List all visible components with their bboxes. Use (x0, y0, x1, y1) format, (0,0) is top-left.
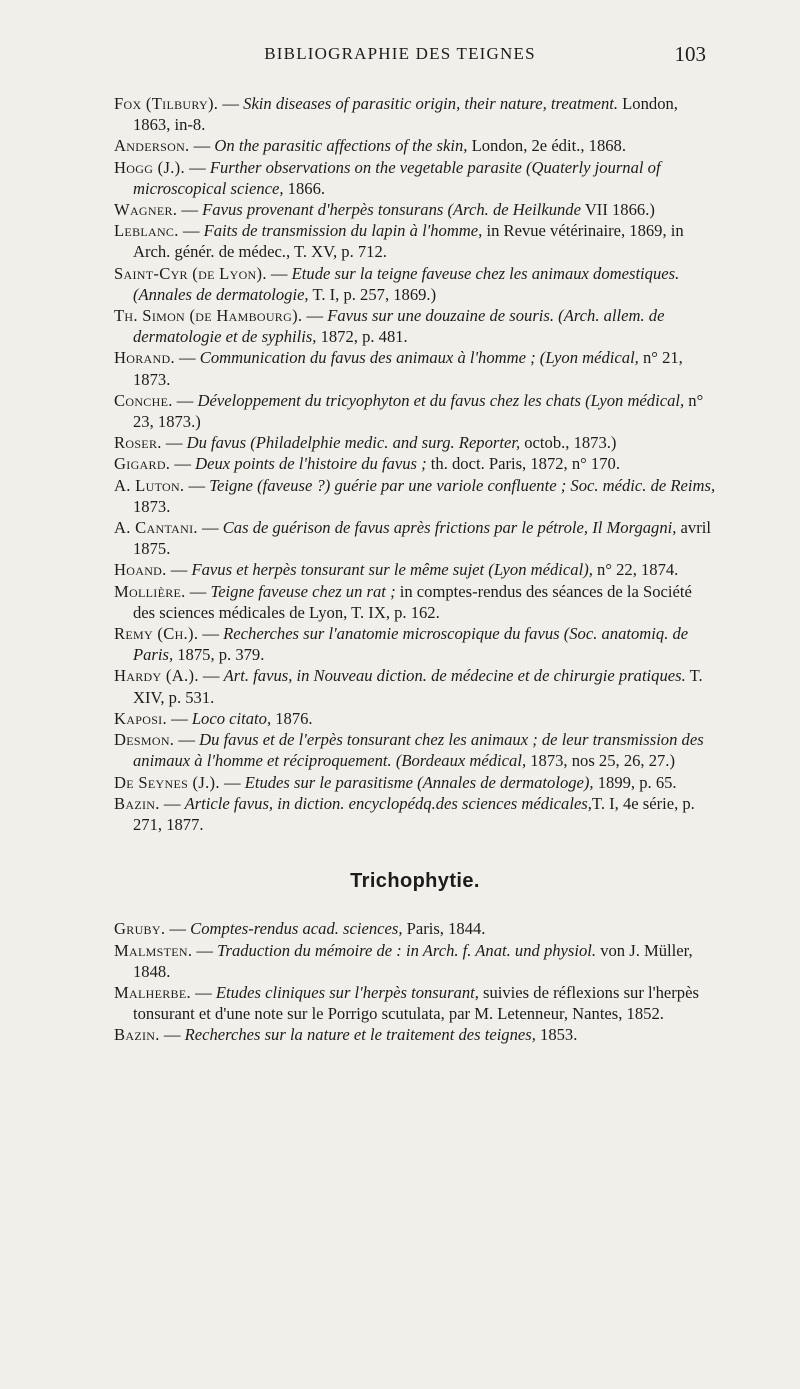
entry-author: Roser. (114, 433, 162, 453)
entry-author: Conche. (114, 390, 173, 410)
entry-separator: — (159, 1025, 185, 1045)
entry-details: London, 2e édit., 1868. (467, 136, 626, 156)
entry-author: Mollière. (114, 581, 186, 601)
entry-separator: — (166, 560, 192, 580)
bibliography-entry (114, 708, 716, 729)
entry-details: London, 1863, in-8. (133, 94, 678, 135)
entry-author: Anderson. (114, 136, 190, 156)
bibliography-entry (114, 559, 716, 580)
entry-details: 1876. (271, 708, 313, 728)
entry-title: Teigne faveuse chez un rat ; (210, 581, 396, 601)
bibliography-entry (114, 1024, 716, 1045)
entry-author: De Seynes (J.). (114, 772, 220, 792)
entry-title: Favus provenant d'herpès tonsurans (Arch. de Heilkunde (202, 200, 581, 220)
entry-author: Hogg (J.). (114, 157, 185, 177)
page-number: 103 (674, 42, 706, 66)
bibliography-entry (114, 940, 716, 982)
bibliography-list-trichophytie (114, 918, 716, 1045)
entry-separator: — (184, 475, 210, 495)
entry-details: 1899, p. 65. (593, 772, 677, 792)
entry-title: On the parasitic affections of the skin, (214, 136, 468, 156)
entry-details: T. I, p. 257, 1869.) (308, 284, 437, 304)
entry-title: Etude sur la teigne faveuse chez les animaux domestiques. (Annales de dermatologie, (133, 263, 680, 304)
entry-details: T. I, 4e série, p. 271, 1877. (133, 793, 695, 834)
entry-author: Th. Simon (de Hambourg). (114, 306, 303, 326)
entry-separator: — (165, 919, 191, 939)
entry-author: Malmsten. (114, 940, 193, 960)
bibliography-entry (114, 199, 716, 220)
bibliography-entry (114, 432, 716, 453)
bibliography-entry (114, 453, 716, 474)
bibliography-body (114, 93, 716, 1046)
entry-details: von J. Müller, 1848. (133, 940, 693, 981)
entry-author: Gruby. (114, 919, 166, 939)
bibliography-entry (114, 623, 716, 665)
entry-details: 1853. (535, 1025, 578, 1045)
entry-details: 1873. (133, 496, 171, 516)
entry-details: n° 21, 1873. (133, 348, 683, 389)
entry-separator: — (178, 221, 204, 241)
entry-details: 1866. (283, 178, 326, 198)
entry-separator: — (161, 433, 187, 453)
entry-title: Du favus (Philadelphie medic. and surg. Reporter, (186, 433, 521, 453)
entry-details: n° 23, 1873.) (133, 390, 704, 432)
entry-details: 1875, p. 379. (173, 645, 265, 665)
entry-separator: — (302, 306, 328, 326)
running-head (0, 44, 800, 74)
entry-author: Horand. (114, 348, 175, 368)
bibliography-entry (114, 918, 716, 939)
entry-details: T. XIV, p. 531. (133, 666, 703, 707)
entry-author: Hoand. (114, 560, 167, 580)
entry-author: A. Cantani. (114, 518, 198, 538)
entry-separator: — (198, 624, 224, 644)
bibliography-list-favus (114, 93, 716, 835)
entry-details: n° 22, 1874. (592, 560, 679, 580)
entry-details: octob., 1873.) (520, 433, 617, 453)
entry-title: Développement du tricyophyton et du favus chez les chats (Lyon médical, (197, 390, 685, 410)
entry-title: Comptes-rendus acad. sciences, (190, 919, 403, 939)
entry-title: Du favus et de l'erpès tonsurant chez les animaux ; de leur transmission des animaux à l'homme et réciproquement. (Bordeaux médical, (133, 730, 704, 771)
entry-separator: — (192, 940, 218, 960)
entry-details: Paris, 1844. (402, 919, 486, 939)
entry-separator: — (177, 200, 203, 220)
entry-author: Bazin. (114, 793, 160, 813)
entry-title: Communication du favus des animaux à l'homme ; (Lyon médical, (199, 348, 639, 368)
entry-details: 1872, p. 481. (316, 327, 408, 347)
entry-separator: — (172, 390, 198, 410)
entry-separator: — (266, 263, 292, 283)
bibliography-entry (114, 517, 716, 559)
entry-author: Desmon. (114, 730, 175, 750)
entry-author: Malherbe. (114, 982, 191, 1002)
running-head-title: BIBLIOGRAPHIE DES TEIGNES (264, 44, 536, 63)
entry-author: Remy (Ch.). (114, 624, 199, 644)
entry-title: Deux points de l'histoire du favus ; (195, 454, 427, 474)
bibliography-entry (114, 475, 716, 517)
bibliography-entry (114, 772, 716, 793)
bibliography-entry (114, 220, 716, 262)
entry-separator: — (174, 730, 200, 750)
bibliography-entry (114, 157, 716, 199)
entry-separator: — (166, 708, 192, 728)
entry-details: VII 1866.) (580, 200, 655, 220)
entry-details: in comptes-rendus des séances de la Société des sciences médicales de Lyon, T. IX, p. 162. (133, 581, 692, 622)
entry-details: suivies de réflexions sur l'herpès tonsurant et d'une note sur le Porrigo scutulata, par M. Letenneur, Nantes, 1852. (133, 982, 699, 1024)
entry-author: Gigard. (114, 454, 171, 474)
entry-details: in Revue vétérinaire, 1869, in Arch. génér. de médec., T. XV, p. 712. (133, 221, 684, 262)
entry-title: Article favus, in diction. encyclopédq.des sciences médicales, (184, 793, 592, 813)
entry-title: Recherches sur la nature et le traitement des teignes, (184, 1025, 536, 1045)
bibliography-entry (114, 305, 716, 347)
entry-separator: — (218, 94, 244, 113)
bibliography-entry (114, 982, 716, 1024)
entry-title: Skin diseases of parasitic origin, their nature, treatment. (243, 94, 619, 113)
entry-separator: — (174, 348, 200, 368)
entry-author: Leblanc. (114, 221, 179, 241)
entry-details: th. doct. Paris, 1872, n° 170. (426, 454, 620, 474)
entry-separator: — (170, 454, 196, 474)
entry-title: Favus et herpès tonsurant sur le même sujet (Lyon médical), (191, 560, 593, 580)
entry-title: Loco citato, (191, 708, 272, 728)
entry-author: Kaposi. (114, 708, 167, 728)
bibliography-entry (114, 93, 716, 135)
entry-title: Etudes cliniques sur l'herpès tonsurant, (215, 982, 479, 1002)
entry-title: Faits de transmission du lapin à l'homme, (203, 221, 483, 241)
entry-separator: — (189, 136, 215, 156)
entry-author: Fox (Tilbury). (114, 94, 219, 113)
entry-title: Etudes sur le parasitisme (Annales de dermatologe), (244, 772, 594, 792)
bibliography-entry (114, 581, 716, 623)
entry-separator: — (184, 157, 210, 177)
entry-separator: — (197, 518, 223, 538)
entry-separator: — (219, 772, 245, 792)
entry-title: Cas de guérison de favus après frictions par le pétrole, Il Morgagni, (222, 518, 677, 538)
entry-title: Favus sur une douzaine de souris. (Arch. allem. de dermatologie et de syphilis, (133, 306, 665, 347)
bibliography-entry (114, 347, 716, 389)
entry-title: Recherches sur l'anatomie microscopique du favus (Soc. anatomiq. de Paris, (133, 624, 689, 665)
entry-separator: — (159, 793, 185, 813)
entry-details: 1873, nos 25, 26, 27.) (526, 751, 675, 771)
bibliography-entry (114, 263, 716, 305)
entry-title: Teigne (faveuse ?) guérie par une variole confluente ; Soc. médic. de Reims, (209, 475, 716, 495)
entry-author: A. Luton. (114, 475, 185, 495)
bibliography-entry (114, 793, 716, 835)
entry-separator: — (190, 982, 216, 1002)
entry-separator: — (198, 666, 224, 686)
entry-title: Further observations on the vegetable parasite (Quaterly journal of microscopical science, (133, 157, 661, 198)
entry-author: Saint-Cyr (de Lyon). (114, 263, 267, 283)
entry-title: Art. favus, in Nouveau diction. de médecine et de chirurgie pratiques. (223, 666, 686, 686)
bibliography-entry (114, 665, 716, 707)
bibliography-entry (114, 390, 716, 432)
entry-details: avril 1875. (133, 518, 711, 559)
bibliography-entry (114, 135, 716, 156)
section-heading-trichophytie: Trichophytie. (350, 870, 480, 893)
entry-author: Bazin. (114, 1025, 160, 1045)
entry-separator: — (185, 581, 211, 601)
entry-author: Wagner. (114, 200, 178, 220)
entry-author: Hardy (A.). (114, 666, 199, 686)
entry-title: Traduction du mémoire de : in Arch. f. Anat. und physiol. (217, 940, 597, 960)
bibliography-entry (114, 729, 716, 771)
